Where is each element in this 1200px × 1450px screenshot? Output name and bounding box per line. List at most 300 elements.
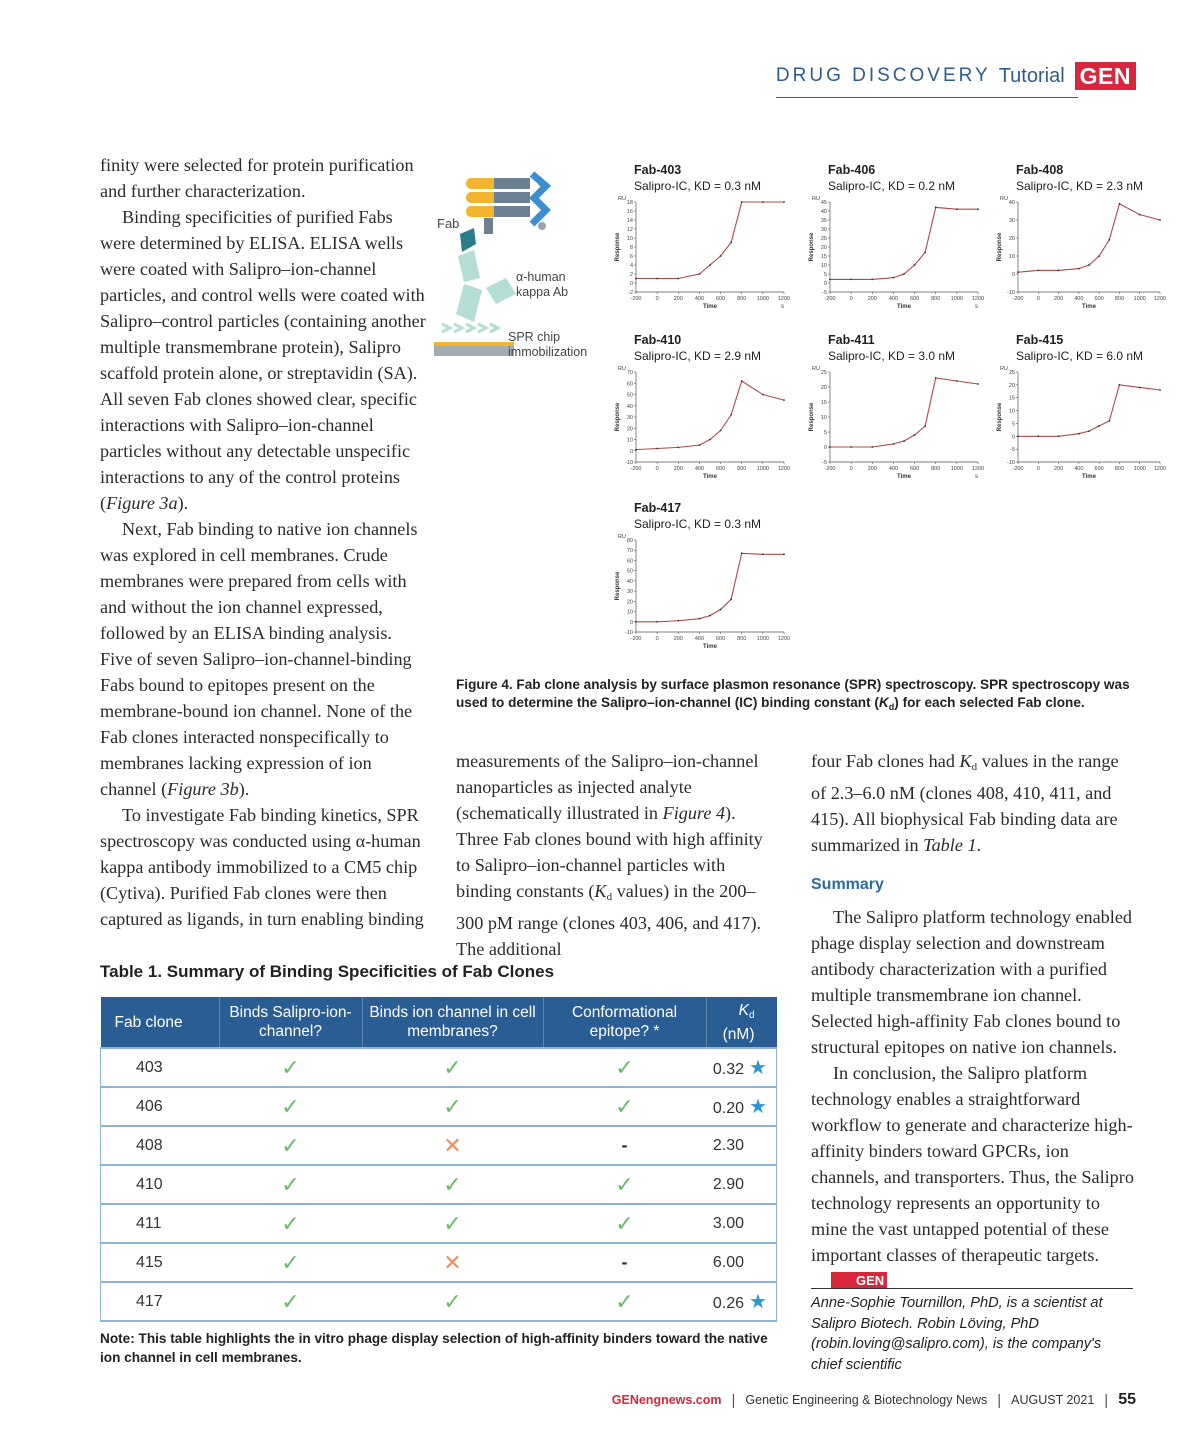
data-point (709, 439, 711, 441)
y-tick-label: -2 (628, 290, 633, 296)
header-kd: $K_d$ (nM) (706, 997, 777, 1048)
chart-title: Fab-406 (828, 163, 876, 177)
data-point (1037, 270, 1039, 272)
y-tick-label: 20 (626, 599, 633, 606)
x-tick-label: -200 (630, 296, 642, 302)
cell-binds-membrane (362, 1204, 543, 1243)
data-point (783, 201, 785, 203)
y-tick-label: 10 (1008, 254, 1015, 260)
y-tick-label: 80 (626, 538, 633, 544)
x-tick-label: 600 (1094, 296, 1104, 302)
dash-mark: - (621, 1252, 628, 1272)
data-point (699, 618, 701, 620)
page-footer (612, 1391, 1136, 1409)
x-tick-label: 600 (715, 296, 726, 302)
check-icon: ✓ (443, 1288, 462, 1314)
x-tick-label: 0 (655, 636, 659, 642)
y-unit-label: RU (618, 196, 626, 202)
data-point (762, 201, 764, 203)
data-point (720, 430, 722, 432)
data-point (1017, 271, 1019, 273)
check-icon: ✓ (615, 1054, 634, 1080)
header-binds-membrane: Binds ion channel in cell membranes? (362, 997, 543, 1048)
x-tick-label: 600 (909, 296, 920, 302)
paragraph: The Salipro platform technology enabled phage display selection and downstream antibody characterization with a purified multiple transmembrane ion channel. Selected high-affinity Fab clones bound to structural epitopes on native ion channels. (811, 907, 1132, 1057)
table-body (101, 1048, 777, 1321)
column-3 (811, 748, 1135, 1294)
check-icon: ✓ (615, 1171, 634, 1197)
cell-fab-clone: 406 (101, 1087, 220, 1126)
data-point (730, 598, 732, 600)
response-curve (1018, 385, 1160, 436)
data-point (893, 277, 895, 279)
x-tick-label: 400 (694, 466, 705, 472)
data-point (1037, 435, 1039, 437)
check-icon: ✓ (615, 1093, 634, 1119)
chart-subtitle: Salipro-IC, KD = 2.9 nM (634, 349, 762, 363)
cell-kd: 2.90 (706, 1165, 777, 1204)
x-tick-label: 800 (737, 466, 747, 472)
cross-icon: ✕ (443, 1249, 462, 1275)
star-icon: ★ (749, 1057, 767, 1079)
table-row (101, 1048, 777, 1087)
check-icon: ✓ (281, 1288, 300, 1314)
data-point (709, 615, 711, 617)
fab-ion-channel-drawing (434, 174, 546, 356)
footer-separator: | (731, 1391, 736, 1409)
chart-title: Fab-417 (634, 501, 682, 515)
y-tick-label: 4 (629, 263, 633, 269)
paragraph: four Fab clones had $K_d$ values in the range of 2.3–6.0 nM (clones 408, 410, 411, and 415). All biophysical Fab binding data are summarized in Table 1. (811, 751, 1119, 855)
spr-chart-fab-408 (996, 162, 1166, 310)
y-tick-label: 60 (626, 558, 633, 565)
x-tick-label: 1000 (1133, 296, 1146, 302)
spr-chart-svg (808, 332, 984, 480)
section-label: DRUG DISCOVERY (775, 65, 991, 86)
data-point (914, 264, 916, 266)
data-point (677, 446, 679, 448)
y-tick-label: 30 (626, 415, 633, 421)
x-tick-label: 0 (1036, 466, 1040, 472)
data-point (762, 553, 764, 555)
y-tick-label: 60 (626, 381, 633, 388)
x-tick-label: 400 (1074, 296, 1084, 302)
y-tick-label: 0 (629, 619, 633, 626)
chart-subtitle: Salipro-IC, KD = 0.3 nM (634, 517, 762, 531)
data-point (720, 255, 722, 257)
x-tick-label: 400 (694, 636, 705, 642)
x-unit-label: s (975, 304, 978, 310)
data-point (1119, 384, 1121, 386)
paragraph: Binding specificities of purified Fabs were determined by ELISA. ELISA wells were coated with Salipro–ion-channel particles, and control wells were coated with Salipro–control particles (containing another multiple transmembrane protein), Salipro scaffold protein alone, or streptavidin (SA). All seven Fab clones showed clear, specific interactions with Salipro–ion-channel particles without any detectable unspecific interactions to any of the control proteins (Figure 3a). (100, 207, 426, 513)
binding-table (100, 997, 777, 1322)
cell-kd: 3.00 (706, 1204, 777, 1243)
x-tick-label: 400 (888, 296, 899, 302)
fab-label: Fab (437, 216, 460, 231)
data-point (871, 279, 873, 281)
paragraph: In conclusion, the Salipro platform technology enables a straightforward workflow to generate and characterize high-affinity binders toward GPCRs, ion channels, and transporters. Thus, the Salipro technology represents an opportunity to mine the vast untapped potential of these important classes of therapeutic targets.GEN (811, 1063, 1134, 1288)
footer-separator: | (997, 1391, 1002, 1409)
footer-separator: | (1104, 1391, 1109, 1409)
paragraph: measurements of the Salipro–ion-channel nanoparticles as injected analyte (schematically illustrated in Figure 4). Three Fab clones bound with high affinity to Salipro–ion-channel particles with binding constants ($K_d$ values) in the 200–300 pM range (clones 403, 406, and 417). The additional (456, 751, 763, 959)
y-tick-label: 40 (626, 578, 633, 585)
response-curve (1018, 204, 1160, 272)
y-tick-label: 10 (626, 437, 633, 444)
spr-chart-svg (996, 332, 1166, 480)
data-point (924, 252, 926, 254)
gen-end-logo: GEN (831, 1272, 887, 1289)
chart-title: Fab-408 (1016, 163, 1064, 177)
star-icon: ★ (749, 1096, 767, 1118)
y-tick-label: -10 (1007, 460, 1015, 466)
figure-caption: Figure 4. Fab clone analysis by surface plasmon resonance (SPR) spectroscopy. SPR spectroscopy was used to determine the Salipro–ion-channel (IC) binding constant $(K_d)$ for each selected Fab clone. (456, 677, 1130, 712)
response-curve (636, 202, 784, 279)
spr-chart-svg (614, 332, 790, 480)
table-row (101, 1282, 777, 1321)
x-tick-label: 0 (849, 466, 853, 472)
x-tick-label: 800 (931, 296, 941, 302)
x-tick-label: 1200 (971, 466, 984, 472)
cell-binds-salipro (219, 1126, 362, 1165)
response-curve (636, 553, 784, 621)
y-axis-label: Response (809, 232, 815, 262)
cell-binds-membrane (362, 1087, 543, 1126)
y-tick-label: -5 (822, 290, 827, 296)
cell-binds-salipro (219, 1087, 362, 1126)
data-point (635, 621, 637, 623)
y-tick-label: 15 (1008, 395, 1015, 402)
x-tick-label: 400 (1074, 466, 1084, 472)
data-point (935, 207, 937, 209)
antibody-label-box (516, 270, 596, 310)
y-tick-label: -10 (625, 630, 633, 636)
y-tick-label: 8 (629, 245, 633, 251)
cell-kd: 0.20 ★ (706, 1087, 777, 1126)
y-tick-label: 30 (1008, 218, 1015, 224)
y-tick-label: 40 (626, 403, 633, 410)
y-tick-label: 0 (1011, 434, 1015, 441)
x-tick-label: 800 (737, 636, 747, 642)
y-tick-label: 10 (820, 263, 827, 269)
cell-binds-membrane (362, 1126, 543, 1165)
y-tick-label: 10 (1008, 408, 1015, 415)
data-point (1098, 425, 1100, 427)
spr-chart-fab-417 (614, 500, 790, 650)
y-unit-label: RU (812, 366, 820, 372)
y-tick-label: 30 (626, 589, 633, 596)
data-point (977, 383, 979, 385)
data-point (635, 278, 637, 280)
page-number: 55 (1118, 1391, 1136, 1408)
data-point (720, 609, 722, 611)
cell-epitope (543, 1282, 706, 1321)
x-tick-label: 200 (867, 466, 877, 472)
spr-chart-fab-410 (614, 332, 790, 480)
data-point (741, 380, 743, 382)
cell-binds-membrane (362, 1243, 543, 1282)
cell-fab-clone: 410 (101, 1165, 220, 1204)
x-tick-label: 0 (655, 466, 659, 472)
check-icon: ✓ (281, 1093, 300, 1119)
cell-fab-clone: 411 (101, 1204, 220, 1243)
y-axis-label: Response (615, 232, 621, 262)
data-point (730, 414, 732, 416)
cell-epitope (543, 1204, 706, 1243)
footer-publication: Genetic Engineering & Biotechnology News (745, 1393, 988, 1407)
x-axis-label: Time (1082, 304, 1096, 310)
x-unit-label: s (975, 474, 978, 480)
y-tick-label: 50 (626, 568, 633, 575)
author-bio: Anne-Sophie Tournillon, PhD, is a scientist at Salipro Biotech. Robin Löving, PhD (robin.loving@salipro.com), is the company's chief scientific (811, 1288, 1133, 1375)
x-tick-label: 1000 (950, 466, 963, 472)
footer-website[interactable]: GENengnews.com (611, 1393, 722, 1407)
data-point (1078, 433, 1080, 435)
y-tick-label: 25 (820, 236, 827, 242)
x-tick-label: 800 (1114, 466, 1125, 472)
cell-epitope (543, 1165, 706, 1204)
data-point (1088, 264, 1090, 266)
data-point (1078, 268, 1080, 270)
y-tick-label: 10 (626, 609, 633, 616)
check-icon: ✓ (443, 1093, 462, 1119)
x-tick-label: 800 (931, 466, 941, 472)
data-point (935, 377, 937, 379)
cell-binds-salipro (219, 1048, 362, 1087)
x-tick-label: -200 (630, 636, 642, 642)
header-rule (776, 97, 1078, 98)
y-unit-label: RU (812, 196, 820, 202)
data-point (741, 201, 743, 203)
check-icon: ✓ (615, 1288, 634, 1314)
data-point (903, 440, 905, 442)
cell-fab-clone: 415 (101, 1243, 220, 1282)
data-point (914, 434, 916, 436)
y-axis-label: Response (997, 402, 1003, 432)
column-2 (456, 748, 776, 962)
cell-epitope (543, 1126, 706, 1165)
x-tick-label: 200 (673, 296, 683, 302)
x-tick-label: 400 (888, 466, 899, 472)
data-point (656, 278, 658, 280)
response-curve (830, 207, 978, 279)
x-tick-label: 1000 (756, 466, 769, 472)
x-tick-label: 800 (1114, 296, 1125, 302)
y-unit-label: RU (1000, 196, 1008, 202)
data-point (1108, 420, 1110, 422)
x-tick-label: 1200 (777, 466, 790, 472)
x-axis-label: Time (703, 304, 717, 310)
table-header-row (101, 997, 777, 1048)
gen-logo: GEN (1075, 62, 1136, 90)
data-point (699, 273, 701, 275)
check-icon: ✓ (443, 1210, 462, 1236)
spr-chart-svg (614, 162, 790, 310)
cell-kd: 0.32 ★ (706, 1048, 777, 1087)
x-tick-label: 1000 (1133, 466, 1146, 472)
check-icon: ✓ (443, 1171, 462, 1197)
x-tick-label: 0 (655, 296, 659, 302)
table-row (101, 1087, 777, 1126)
header-binds-salipro: Binds Salipro-ion-channel? (219, 997, 362, 1048)
x-tick-label: -200 (824, 466, 836, 472)
cell-binds-salipro (219, 1204, 362, 1243)
x-axis-label: Time (1082, 474, 1096, 480)
figure-reference: Figure 4 (662, 803, 726, 823)
y-tick-label: 12 (626, 227, 633, 233)
antibody-label: α-human kappa Ab (516, 270, 569, 299)
x-tick-label: 0 (849, 296, 853, 302)
x-tick-label: 200 (673, 636, 683, 642)
header-fab-clone: Fab clone (101, 997, 220, 1048)
cell-binds-salipro (219, 1243, 362, 1282)
cell-fab-clone: 417 (101, 1282, 220, 1321)
summary-heading: Summary (811, 876, 884, 893)
spr-chart-svg (614, 500, 790, 650)
response-curve (830, 378, 978, 447)
y-tick-label: 10 (820, 415, 827, 421)
x-tick-label: -200 (824, 296, 836, 302)
chart-subtitle: Salipro-IC, KD = 2.3 nM (1016, 179, 1144, 193)
y-axis-label: Response (615, 571, 621, 601)
check-icon: ✓ (443, 1054, 462, 1080)
y-tick-label: 30 (820, 227, 827, 233)
y-axis-label: Response (615, 402, 621, 432)
y-unit-label: RU (618, 534, 626, 540)
table-row (101, 1204, 777, 1243)
x-tick-label: 1200 (1153, 466, 1166, 472)
data-point (1139, 214, 1141, 216)
column-1 (100, 152, 426, 932)
x-tick-label: 400 (694, 296, 705, 302)
section-kind: Tutorial (998, 64, 1065, 87)
x-tick-label: 1000 (950, 296, 963, 302)
footer-issue: AUGUST 2021 (1011, 1393, 1095, 1407)
cell-fab-clone: 403 (101, 1048, 220, 1087)
y-tick-label: 40 (820, 209, 827, 215)
chart-subtitle: Salipro-IC, KD = 6.0 nM (1016, 349, 1144, 363)
y-tick-label: 35 (820, 218, 827, 224)
table-row (101, 1126, 777, 1165)
table-reference: Table 1 (923, 835, 977, 855)
page-header (776, 62, 1136, 90)
data-point (893, 443, 895, 445)
cell-kd: 0.26 ★ (706, 1282, 777, 1321)
y-tick-label: 0 (823, 281, 827, 287)
x-tick-label: 1200 (1153, 296, 1166, 302)
chart-title: Fab-411 (828, 333, 875, 347)
data-point (1098, 255, 1100, 257)
data-point (1058, 270, 1060, 272)
spr-chart-fab-411 (808, 332, 984, 480)
data-point (956, 208, 958, 210)
spr-chart-svg (996, 162, 1166, 310)
x-axis-label: Time (703, 644, 717, 650)
data-point (829, 446, 831, 448)
x-tick-label: 600 (1094, 466, 1104, 472)
x-tick-label: 600 (909, 466, 920, 472)
y-tick-label: 5 (823, 272, 827, 278)
paragraph: To investigate Fab binding kinetics, SPR spectroscopy was conducted using α-human kappa antibody immobilized to a CM5 chip (Cytiva). Purified Fab clones were then captured as ligands, in turn enabling binding (100, 805, 424, 929)
data-point (762, 394, 764, 396)
check-icon: ✓ (281, 1054, 300, 1080)
chart-subtitle: Salipro-IC, KD = 0.3 nM (634, 179, 762, 193)
x-tick-label: 1000 (756, 296, 769, 302)
y-axis-label: Response (809, 402, 815, 432)
x-tick-label: 600 (715, 466, 726, 472)
y-tick-label: -5 (822, 460, 827, 466)
data-point (730, 242, 732, 244)
y-tick-label: 20 (626, 426, 633, 433)
y-tick-label: 70 (626, 370, 633, 376)
data-point (1119, 203, 1121, 205)
x-tick-label: 1200 (971, 296, 984, 302)
x-tick-label: 0 (1036, 296, 1040, 302)
star-icon: ★ (749, 1291, 767, 1313)
figure-reference: Figure 3a (106, 493, 178, 513)
spr-schematic (432, 166, 602, 366)
y-tick-label: 5 (823, 430, 827, 436)
chart-title: Fab-410 (634, 333, 682, 347)
y-tick-label: -10 (1007, 290, 1015, 296)
chip-label: SPR chip immobilization (508, 330, 588, 359)
data-point (1108, 239, 1110, 241)
y-tick-label: 18 (626, 200, 633, 206)
data-point (1017, 435, 1019, 437)
figure-reference: Figure 3b (167, 779, 239, 799)
spr-chart-fab-415 (996, 332, 1166, 480)
x-axis-label: Time (897, 304, 911, 310)
x-tick-label: 1200 (777, 296, 790, 302)
paragraph: Next, Fab binding to native ion channels was explored in cell membranes. Crude membranes were prepared from cells with and without the ion channel expressed, followed by an ELISA binding analysis. Five of seven Salipro–ion-channel-binding Fabs bound to epitopes present on the membrane-bound ion channel. None of the Fab clones interacted nonspecifically to membranes lacking expression of ion channel (Figure 3b). (100, 519, 418, 799)
check-icon: ✓ (615, 1210, 634, 1236)
x-tick-label: 200 (867, 296, 877, 302)
y-tick-label: 40 (1008, 200, 1015, 206)
y-tick-label: 10 (626, 236, 633, 242)
chart-title: Fab-403 (634, 163, 682, 177)
y-tick-label: 0 (1011, 272, 1015, 278)
data-point (977, 208, 979, 210)
data-point (850, 279, 852, 281)
data-point (956, 380, 958, 382)
table-row (101, 1243, 777, 1282)
check-icon: ✓ (281, 1210, 300, 1236)
y-tick-label: 5 (1011, 421, 1015, 428)
table-row (101, 1165, 777, 1204)
y-tick-label: 20 (820, 245, 827, 251)
chart-title: Fab-415 (1016, 333, 1064, 347)
x-tick-label: -200 (630, 466, 642, 472)
y-tick-label: 20 (820, 385, 827, 391)
chip-label-box (508, 330, 602, 366)
cell-fab-clone: 408 (101, 1126, 220, 1165)
data-point (829, 279, 831, 281)
check-icon: ✓ (281, 1249, 300, 1275)
dash-mark: - (621, 1135, 628, 1155)
x-tick-label: 200 (1053, 296, 1064, 302)
cell-binds-membrane (362, 1282, 543, 1321)
x-tick-label: 200 (1053, 466, 1064, 472)
data-point (1058, 435, 1060, 437)
data-point (709, 264, 711, 266)
chart-subtitle: Salipro-IC, KD = 0.2 nM (828, 179, 956, 193)
x-tick-label: 600 (715, 636, 726, 642)
y-tick-label: 25 (820, 370, 827, 376)
y-tick-label: 0 (823, 445, 827, 451)
spr-chart-svg (808, 162, 984, 310)
data-point (1159, 219, 1161, 221)
y-axis-label: Response (997, 232, 1003, 262)
y-tick-label: -10 (625, 460, 633, 466)
